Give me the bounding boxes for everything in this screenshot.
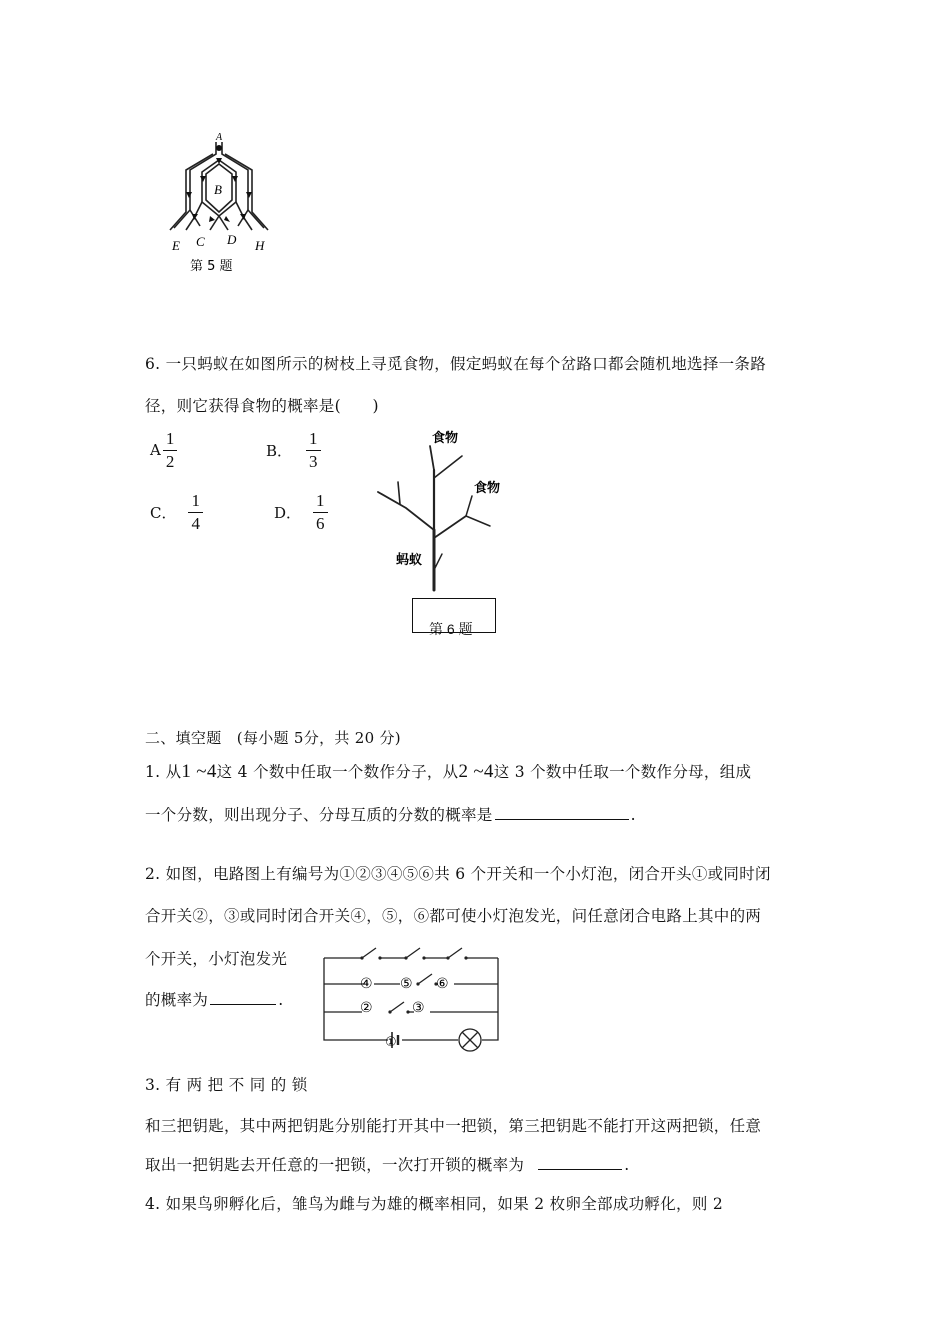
fig5-caption: 第 5 题 bbox=[190, 259, 233, 274]
s2-q2-line1: 2. 如图，电路图上有编号为①②③④⑤⑥共 6 个开关和一个小灯泡，闭合开头①或同时闭 bbox=[145, 865, 771, 883]
section2-heading: 二、填空题 (每小题 5分，共 20 分) bbox=[145, 729, 401, 747]
q6-option-b-den: 3 bbox=[309, 451, 318, 471]
q6-option-a-num: 1 bbox=[165, 429, 175, 448]
s2-q1-line1 bbox=[145, 760, 751, 783]
circuit-switch-4: ④ bbox=[360, 976, 373, 992]
s2-q3-line2: 和三把钥匙，其中两把钥匙分别能打开其中一把锁，第三把钥匙不能打开这两把锁，任意 bbox=[145, 1117, 762, 1135]
figure-5-diagram bbox=[160, 130, 280, 280]
fig5-label-h: H bbox=[255, 238, 265, 253]
circuit-switch-2: ② bbox=[360, 1000, 373, 1016]
s2-q2-line2: 合开关②，③或同时闭合开关④，⑤，⑥都可使小灯泡发光，问任意闭合电路上其中的两 bbox=[145, 907, 762, 925]
s2-q1-part-a: 1. 从 bbox=[145, 763, 182, 781]
circuit-switch-6: ⑥ bbox=[436, 976, 449, 992]
s2-q1-line2 bbox=[145, 803, 636, 825]
s2-q3-answer-blank[interactable] bbox=[538, 1155, 622, 1170]
fig6-caption: 第 6 题 bbox=[429, 621, 473, 637]
figure-5 bbox=[160, 130, 280, 280]
q6-line2: 径，则它获得食物的概率是( ) bbox=[145, 397, 379, 415]
fig5-label-b: B bbox=[214, 182, 222, 197]
fig6-food-right: 食物 bbox=[474, 481, 501, 496]
q6-option-c-fraction bbox=[188, 492, 203, 533]
q6-option-c-den: 4 bbox=[191, 513, 200, 533]
s2-q2-line4 bbox=[145, 988, 283, 1010]
s2-q3-end: . bbox=[624, 1156, 630, 1174]
q6-option-c-label: C． bbox=[150, 503, 177, 522]
q6-option-a-den: 2 bbox=[165, 451, 175, 471]
s2-q4-line1: 4. 如果鸟卵孵化后，雏鸟为雌与为雄的概率相同，如果 2 枚卵全部成功孵化，则 2 bbox=[145, 1195, 724, 1213]
fig5-label-a: A bbox=[216, 132, 223, 143]
s2-q1-line2-text: 一个分数，则出现分子、分母互质的分数的概率是 bbox=[145, 806, 493, 824]
circuit-diagram bbox=[318, 936, 504, 1056]
s2-q1-part-c: 这 3 个数中任取一个数作分母，组成 bbox=[493, 763, 752, 781]
q6-option-d-num: 1 bbox=[316, 491, 325, 510]
q6-option-a-fraction bbox=[163, 430, 178, 471]
s2-q2-end: . bbox=[278, 991, 284, 1009]
s2-q1-range-a: 1 ~4 bbox=[181, 761, 217, 782]
fig6-caption-box bbox=[412, 598, 496, 637]
circuit-switch-1: ① bbox=[385, 1035, 397, 1050]
fig5-label-c: C bbox=[196, 234, 205, 249]
s2-q3-line3-text: 取出一把钥匙去开任意的一把锁，一次打开锁的概率为 bbox=[145, 1156, 525, 1174]
fig5-label-e: E bbox=[172, 238, 180, 253]
s2-q1-range-b: 2 ~4 bbox=[458, 761, 494, 782]
q6-line1: 6. 一只蚂蚁在如图所示的树枝上寻觅食物，假定蚂蚁在每个岔路口都会随机地选择一条路 bbox=[145, 355, 767, 373]
s2-q2-answer-blank[interactable] bbox=[210, 990, 276, 1005]
circuit-switch-5: ⑤ bbox=[400, 976, 413, 992]
fig6-food-top: 食物 bbox=[432, 431, 459, 446]
q6-option-b-num: 1 bbox=[309, 429, 318, 448]
circuit-switch-3: ③ bbox=[412, 1000, 425, 1016]
q6-option-c[interactable] bbox=[150, 492, 205, 533]
s2-q3-line3 bbox=[145, 1153, 629, 1175]
q6-option-d[interactable] bbox=[274, 492, 330, 533]
q6-option-a-label: A bbox=[150, 441, 161, 460]
q6-option-d-fraction bbox=[313, 492, 328, 533]
circuit-svg bbox=[318, 936, 504, 1056]
s2-q2-line3: 个开关，小灯泡发光 bbox=[145, 950, 288, 968]
fig5-label-d: D bbox=[227, 232, 237, 247]
q6-option-c-num: 1 bbox=[191, 491, 200, 510]
q6-option-b[interactable] bbox=[266, 430, 323, 471]
q6-option-d-label: D． bbox=[274, 503, 302, 522]
s2-q3-line1: 3. 有 两 把 不 同 的 锁 bbox=[145, 1076, 308, 1094]
s2-q1-answer-blank[interactable] bbox=[495, 805, 629, 820]
s2-q2-line4-text: 的概率为 bbox=[145, 991, 209, 1009]
s2-q1-end: . bbox=[630, 806, 636, 824]
q6-option-d-den: 6 bbox=[316, 513, 325, 533]
q6-option-b-label: B． bbox=[266, 441, 293, 460]
s2-q1-part-b: 这 4 个数中任取一个数作分子，从 bbox=[216, 763, 459, 781]
fig6-ant: 蚂蚁 bbox=[396, 553, 423, 568]
q6-option-a[interactable] bbox=[150, 430, 179, 471]
q6-option-b-fraction bbox=[306, 430, 321, 471]
